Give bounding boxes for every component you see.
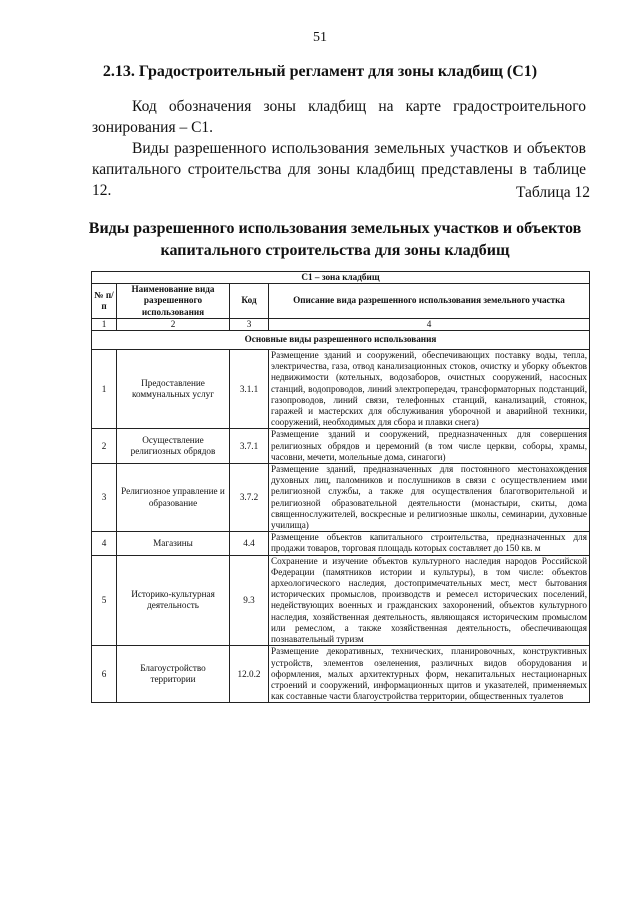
row-code: 4.4	[230, 532, 269, 555]
table-row	[92, 646, 590, 703]
row-num: 2	[92, 429, 117, 464]
header-name: Наименование вида разрешенного использования	[117, 284, 230, 319]
header-num: № п/п	[92, 284, 117, 319]
row-code: 3.7.1	[230, 429, 269, 464]
row-name: Историко-культурная деятельность	[117, 555, 230, 646]
row-desc: Размещение зданий, предназначенных для постоянного местонахождения духовных лиц, паломников и послушников в связи с осуществлением ими религиозной службы, а также для осуществления благотворительной и религиозной образовательной деятельности (монастыри, скиты, дома священнослужителей, воскресные и религиозные школы, семинарии, духовные училища)	[269, 464, 590, 532]
row-num: 4	[92, 532, 117, 555]
row-code: 3.7.2	[230, 464, 269, 532]
row-name: Осуществление религиозных обрядов	[117, 429, 230, 464]
table-label: Таблица 12	[515, 184, 590, 201]
zone-header: С1 – зона кладбищ	[92, 272, 590, 284]
row-code: 3.1.1	[230, 350, 269, 429]
row-num: 5	[92, 555, 117, 646]
row-num: 3	[92, 464, 117, 532]
table-zone-row	[92, 272, 590, 284]
row-code: 9.3	[230, 555, 269, 646]
table-header-row	[92, 284, 590, 319]
usage-table	[91, 271, 590, 703]
col-number: 4	[269, 318, 590, 330]
paragraph-usage-types: Виды разрешенного использования земельных участков и объектов капитального строительства для зоны кладбищ представлены в таблице 12.	[92, 140, 586, 199]
row-name: Религиозное управление и образование	[117, 464, 230, 532]
table-row	[92, 555, 590, 646]
row-name: Магазины	[117, 532, 230, 555]
col-number: 3	[230, 318, 269, 330]
paragraph-zone-code: Код обозначения зоны кладбищ на карте градостроительного зонирования – С1.	[92, 98, 586, 136]
header-code: Код	[230, 284, 269, 319]
col-number: 1	[92, 318, 117, 330]
row-code: 12.0.2	[230, 646, 269, 703]
column-number-row	[92, 318, 590, 330]
row-num: 1	[92, 350, 117, 429]
table-section-row	[92, 331, 590, 350]
row-num: 6	[92, 646, 117, 703]
table-row	[92, 464, 590, 532]
table-row	[92, 429, 590, 464]
section-title: 2.13. Градостроительный регламент для зоны кладбищ (С1)	[102, 63, 538, 80]
row-desc: Размещение зданий и сооружений, предназначенных для совершения религиозных обрядов и церемоний (в том числе церкви, соборы, храмы, часовни, мечети, молельные дома, синагоги)	[269, 429, 590, 464]
row-name: Благоустройство территории	[117, 646, 230, 703]
page-number: 51	[313, 30, 327, 45]
header-desc: Описание вида разрешенного использования земельного участка	[269, 284, 590, 319]
col-number: 2	[117, 318, 230, 330]
table-row	[92, 350, 590, 429]
section-label: Основные виды разрешенного использования	[92, 331, 590, 350]
row-desc: Размещение зданий и сооружений, обеспечивающих поставку воды, тепла, электричества, газа, отвод канализационных стоков, очистку и уборку объектов недвижимости (котельных, водозаборов, очистных сооружений, насосных станций, водопроводов, линий электропередач, трансформаторных подстанций, газопроводов, линий связи, телефонных станций, канализаций, стоянок, гаражей и мастерских для обслуживания уборочной и аварийной техники, сооружений, необходимых для сбора и плавки снега)	[269, 350, 590, 429]
row-desc: Размещение объектов капитального строительства, предназначенных для продажи товаров, торговая площадь которых составляет до 150 кв. м	[269, 532, 590, 555]
row-desc: Сохранение и изучение объектов культурного наследия народов Российской Федерации (памятников истории и культуры), в том числе: объектов археологического наследия, достопримечательных мест, мест бытования исторических промыслов, производств и ремесел исторических поселений, недействующих военных и гражданских захоронений, объектов культурного наследия, хозяйственная деятельность, являющаяся историческим промыслом или ремеслом, а также хозяйственная деятельность, обеспечивающая познавательный туризм	[269, 555, 590, 646]
row-name: Предоставление коммунальных услуг	[117, 350, 230, 429]
row-desc: Размещение декоративных, технических, планировочных, конструктивных устройств, элементов озеленения, различных видов оборудования и оформления, малых архитектурных форм, некапитальных нестационарных строений и сооружений, информационных щитов и указателей, применяемых как составные части благоустройства территории, общественных туалетов	[269, 646, 590, 703]
table-title: Виды разрешенного использования земельных участков и объектов капитального строительства для зоны кладбищ	[88, 220, 582, 259]
table-row	[92, 532, 590, 555]
